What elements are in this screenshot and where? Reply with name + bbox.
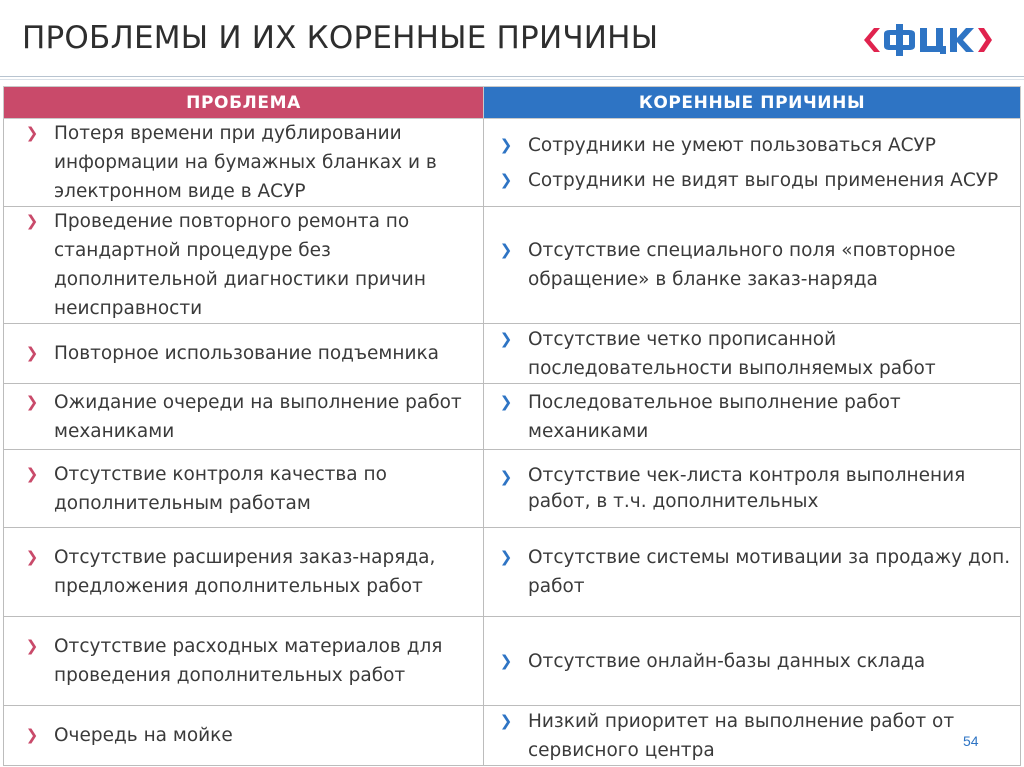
chevron-right-icon: ❯ (499, 711, 513, 730)
problem-cell (4, 119, 484, 207)
problem-text: Отсутствие расходных материалов для проведения дополнительных работ (54, 636, 443, 686)
chevron-right-icon: ❯ (25, 344, 39, 362)
chevron-right-icon: ❯ (25, 548, 39, 566)
problem-cell (4, 324, 484, 384)
cause-cell (484, 119, 1021, 207)
chevron-right-icon: ❯ (499, 651, 513, 670)
cause-cell (484, 324, 1021, 384)
problem-cell (4, 706, 484, 766)
cause-text: Низкий приоритет на выполнение работ от сервисного центра (528, 710, 955, 761)
title-divider-secondary (0, 79, 1024, 80)
header-root-causes: КОРЕННЫЕ ПРИЧИНЫ (484, 87, 1021, 119)
table-row (4, 324, 1021, 384)
page-number: 54 (963, 733, 979, 749)
cause-cell (484, 384, 1021, 450)
problems-causes-table (3, 86, 1021, 766)
slide-title: ПРОБЛЕМЫ И ИХ КОРЕННЫЕ ПРИЧИНЫ (22, 20, 659, 56)
problem-text: Очередь на мойке (54, 725, 233, 746)
chevron-right-icon: ❯ (499, 329, 513, 348)
problem-text: Отсутствие контроля качества по дополнительным работам (54, 463, 387, 514)
table-row (4, 450, 1021, 528)
chevron-right-icon: ❯ (25, 124, 39, 142)
title-divider (0, 76, 1024, 77)
cause-text: Отсутствие четко прописанной последовательности выполняемых работ (528, 328, 936, 379)
chevron-right-icon: ❯ (25, 464, 39, 483)
table-row (4, 119, 1021, 207)
chevron-right-icon: ❯ (25, 637, 39, 655)
problem-cell (4, 528, 484, 617)
table-row (4, 207, 1021, 324)
chevron-right-icon: ❯ (499, 467, 513, 486)
cause-text: Сотрудники не умеют пользоваться АСУР (528, 134, 936, 156)
cause-cell (484, 450, 1021, 528)
company-logo (860, 20, 994, 60)
problem-text: Проведение повторного ремонта по стандартной процедуре без дополнительной диагностики причин неисправности (54, 211, 426, 319)
chevron-right-icon: ❯ (25, 212, 39, 230)
table-row (4, 528, 1021, 617)
cause-text: Отсутствие онлайн-базы данных склада (528, 650, 926, 672)
cause-text: Последовательное выполнение работ механиками (528, 391, 901, 442)
chevron-right-icon: ❯ (499, 548, 513, 566)
cause-text: Отсутствие специального поля «повторное обращение» в бланке заказ-наряда (528, 240, 956, 290)
table-row (4, 706, 1021, 766)
cause-text: Отсутствие системы мотивации за продажу доп. работ (528, 547, 1011, 597)
problem-cell (4, 617, 484, 706)
problem-cell (4, 207, 484, 324)
chevron-right-icon: ❯ (499, 392, 513, 411)
problem-text: Потеря времени при дублировании информации на бумажных бланках и в электронном виде в АСУР (54, 123, 437, 202)
table-header-row (4, 87, 1021, 119)
problem-cell (4, 384, 484, 450)
problem-text: Повторное использование подъемника (54, 343, 440, 364)
problem-text: Отсутствие расширения заказ-наряда, предложения дополнительных работ (54, 547, 436, 597)
chevron-right-icon: ❯ (25, 392, 39, 411)
table-row (4, 384, 1021, 450)
cause-cell (484, 617, 1021, 706)
chevron-right-icon: ❯ (499, 241, 513, 259)
chevron-right-icon: ❯ (499, 170, 513, 189)
problem-text: Ожидание очереди на выполнение работ механиками (54, 391, 462, 442)
chevron-right-icon: ❯ (25, 726, 39, 744)
chevron-right-icon: ❯ (499, 135, 513, 154)
table-row (4, 617, 1021, 706)
cause-text: Сотрудники не видят выгоды применения АСУР (528, 169, 999, 191)
problem-cell (4, 450, 484, 528)
cause-cell (484, 706, 1021, 766)
header-problem: ПРОБЛЕМА (4, 87, 484, 119)
cause-text: Отсутствие чек-листа контроля выполнения работ, в т.ч. дополнительных (528, 464, 966, 512)
cause-cell (484, 207, 1021, 324)
cause-cell (484, 528, 1021, 617)
